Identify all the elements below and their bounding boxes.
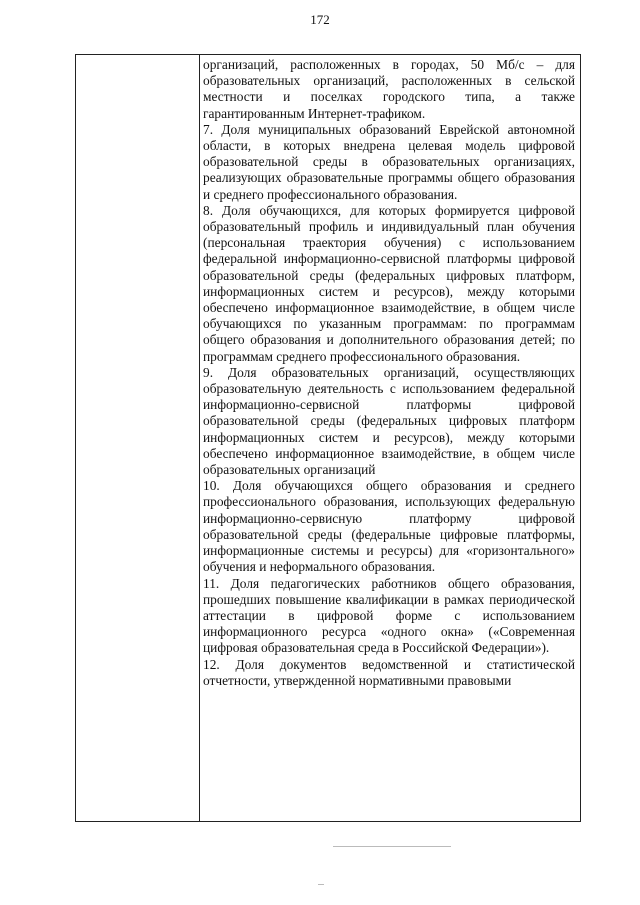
paragraph-indicator-8: 8. Доля обучающихся, для которых формируется цифровой образовательный профиль и индивидуальный план обучения (персональная траектория обучения) с использованием федеральной информационно-сервисной платформы цифровой образовательной среды (федеральных цифровых платформ, информационных систем и ресурсов), между которыми обеспечено информационное взаимодействие, в общем числе обучающихся по указанным программам: по программам общего образования и дополнительного образования детей; по программам среднего профессионального образования.	[203, 202, 575, 364]
table-left-column	[76, 55, 200, 821]
scan-artifact-line	[333, 846, 451, 847]
scan-artifact-tick	[318, 884, 324, 885]
paragraph-indicator-9: 9. Доля образовательных организаций, осуществляющих образовательную деятельность с использованием федеральной информационно-сервисной платформы цифровой образовательной среды (федеральных цифровых платформ информационных систем и ресурсов), между которыми обеспечено информационное взаимодействие, в общем числе образовательных организаций	[203, 364, 575, 478]
paragraph-indicator-10: 10. Доля обучающихся общего образования и среднего профессионального образования, использующих федеральную информационно-сервисную платформу цифровой образовательной среды (федеральные цифровые платформы, информационные системы и ресурсы) для «горизонтального» обучения и неформального образования.	[203, 478, 575, 575]
page-number: 172	[310, 12, 330, 27]
paragraph-indicator-11: 11. Доля педагогических работников общего образования, прошедших повышение квалификации в рамках периодической аттестации в цифровой форме с использованием информационного ресурса «одного окна» («Современная цифровая образовательная среда в Российской Федерации»).	[203, 575, 575, 656]
paragraph-indicator-7: 7. Доля муниципальных образований Еврейской автономной области, в которых внедрена целевая модель цифровой образовательной среды в образовательных организациях, реализующих образовательные программы общего образования и среднего профессионального образования.	[203, 121, 575, 202]
paragraph-internet-speed: организаций, расположенных в городах, 50 Мб/с – для образовательных организаций, расположенных в сельской местности и поселках городского типа, а также гарантированным Интернет-трафиком.	[203, 57, 575, 121]
document-table	[75, 54, 581, 822]
table-right-column	[200, 55, 580, 821]
paragraph-indicator-12: 12. Доля документов ведомственной и статистической отчетности, утвержденной нормативными правовыми	[203, 656, 575, 688]
